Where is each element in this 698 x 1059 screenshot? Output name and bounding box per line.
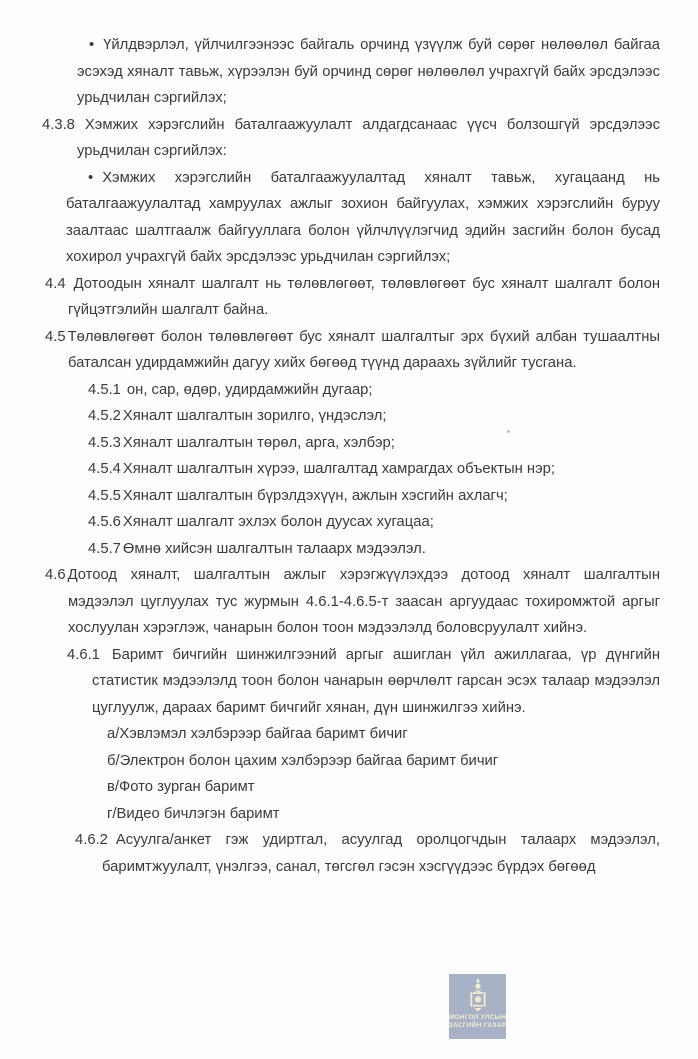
item-text: Хяналт шалгалтын бүрэлдэхүүн, ажлын хэсгийн ахлагч; [122, 487, 508, 504]
bullet-item [66, 165, 660, 271]
item-number: 4.6 [45, 567, 66, 583]
item-number: 4.3.8 [42, 116, 75, 133]
item-text: Баримт бичгийн шинжилгээний аргыг ашиглан үйл ажиллагаа, үр дүнгийн статистик мэдээлэлд тоон болон чанарын өөрчлөлт гарсан эсэх талаар мэдээлэл цуглуулж, дараах баримт бичгийг хянан, дүн шинжилгээ хийнэ. [92, 646, 660, 716]
numbered-item-4-5-6 [88, 509, 660, 536]
logo-caption-line2: ЗАСГИЙН ГАЗАР [448, 1021, 507, 1029]
item-number: 4.6.2 [75, 832, 108, 848]
bullet-item [77, 32, 660, 112]
item-number: 4.5.4 [88, 461, 121, 477]
numbered-item-4-4 [45, 271, 660, 324]
item-text: Хяналт шалгалтын хүрээ, шалгалтад хамрагдах объектын нэр; [122, 461, 555, 477]
item-number: 4.5.1 [88, 381, 121, 398]
item-text: Хяналт шалгалт эхлэх болон дуусах хугацаа; [122, 514, 434, 530]
item-text: Дотоодын хяналт шалгалт нь төлөвлөгөөт, төлөвлөгөөт бус хяналт шалгалт болон гүйцэтгэлийн шалгалт байна. [68, 275, 660, 318]
item-text: он, сар, өдөр, удирдамжийн дугаар; [126, 381, 373, 398]
item-letter: б/ [107, 752, 120, 769]
numbered-item-4-5-3 [88, 430, 660, 457]
government-logo [449, 974, 506, 1039]
item-text: Дотоод хяналт, шалгалтын ажлыг хэрэгжүүлэхдээ дотоод хяналт шалгалтын мэдээлэл цуглуулах тус журмын 4.6.1-4.6.5-т заасан аргуудаас тохиромжтой аргыг хослуулан хэрэглэж, чанарын болон тоон мэдээлэлд боловсруулалт хийнэ. [67, 567, 660, 636]
item-letter: в/ [107, 779, 119, 795]
item-number: 4.5 [45, 328, 66, 345]
numbered-item-4-6 [45, 562, 660, 642]
item-text: Үйлдвэрлэл, үйлчилгээнээс байгаль орчинд үзүүлж буй сөрөг нөлөөлөл байгаа эсэхэд хяналт тавьж, хүрээлэн буй орчинд сөрөг нөлөөлөл учрахгүй байх эрсдэлээс урьдчилан сэргийлэх; [77, 37, 660, 106]
bullet-icon: • [89, 37, 95, 53]
soyombo-emblem-icon [465, 978, 491, 1012]
logo-caption [449, 1014, 507, 1029]
lettered-item-v [107, 774, 660, 801]
item-text: Фото зурган баримт [118, 779, 255, 795]
item-text: Өмнө хийсэн шалгалтын талаарх мэдээлэл. [122, 540, 426, 557]
item-number: 4.6.1 [67, 646, 100, 663]
item-text: Асуулга/анкет гэж удиртгал, асуулгад оролцогчдын талаарх мэдээлэл, баримтжуулалт, үнэлгээ, санал, төгсгөл гэсэн хэсгүүдээс бүрдэх бөгөөд [102, 832, 660, 875]
numbered-item-4-3-8 [42, 112, 660, 165]
bullet-icon: • [88, 169, 94, 186]
numbered-item-4-5-2 [88, 403, 660, 430]
numbered-item-4-5-1 [88, 377, 660, 404]
numbered-item-4-6-1 [67, 642, 660, 722]
numbered-item-4-5-5 [88, 483, 660, 510]
lettered-item-b [107, 748, 660, 775]
item-text: Хэмжих хэрэгслийн баталгаажуулалт алдагдсанаас үүсч болзошгүй эрсдэлээс урьдчилан сэргийлэх: [77, 116, 660, 159]
item-number: 4.5.7 [88, 540, 121, 557]
item-letter: а/ [107, 726, 120, 742]
item-text: Хяналт шалгалтын зорилго, үндэслэл; [122, 408, 387, 424]
numbered-item-4-5-7 [88, 536, 660, 563]
item-letter: г/ [107, 805, 117, 822]
numbered-item-4-5-4 [88, 456, 660, 483]
scan-artifact-dot [507, 430, 510, 433]
item-number: 4.4 [45, 275, 66, 292]
lettered-item-a [107, 721, 660, 748]
item-number: 4.5.2 [88, 408, 121, 424]
item-text: Хэмжих хэрэгслийн баталгаажуулалтад хяналт тавьж, хугацаанд нь баталгаажуулалтад хамруулах ажлыг зохион байгуулах, хэмжих хэрэгслийн буруу заалтаас шалтгаалж байгууллага болон үйлчлүүлэгчид эдийн засгийн болон бусад хохирол учрахгүй байх эрсдэлээс урьдчилан сэргийлэх; [66, 169, 660, 265]
item-text: Төлөвлөгөөт болон төлөвлөгөөт бус хяналт шалгалтыг эрх бүхий албан тушаалтны баталсан удирдамжийн дагуу хийх бөгөөд түүнд дараахь зүйлийг тусгана. [67, 328, 660, 371]
lettered-item-g [107, 801, 660, 828]
item-text: Хяналт шалгалтын төрөл, арга, хэлбэр; [122, 434, 395, 451]
item-number: 4.5.3 [88, 434, 121, 451]
numbered-item-4-5 [45, 324, 660, 377]
item-number: 4.5.6 [88, 514, 121, 530]
item-number: 4.5.5 [88, 487, 121, 504]
numbered-item-4-6-2 [75, 827, 660, 880]
item-text: Хэвлэмэл хэлбэрээр байгаа баримт бичиг [119, 726, 408, 742]
item-text: Электрон болон цахим хэлбэрээр байгаа баримт бичиг [119, 752, 499, 769]
logo-caption-line1: МОНГОЛ УЛСЫН [448, 1014, 507, 1021]
item-text: Видео бичлэгэн баримт [116, 805, 280, 822]
